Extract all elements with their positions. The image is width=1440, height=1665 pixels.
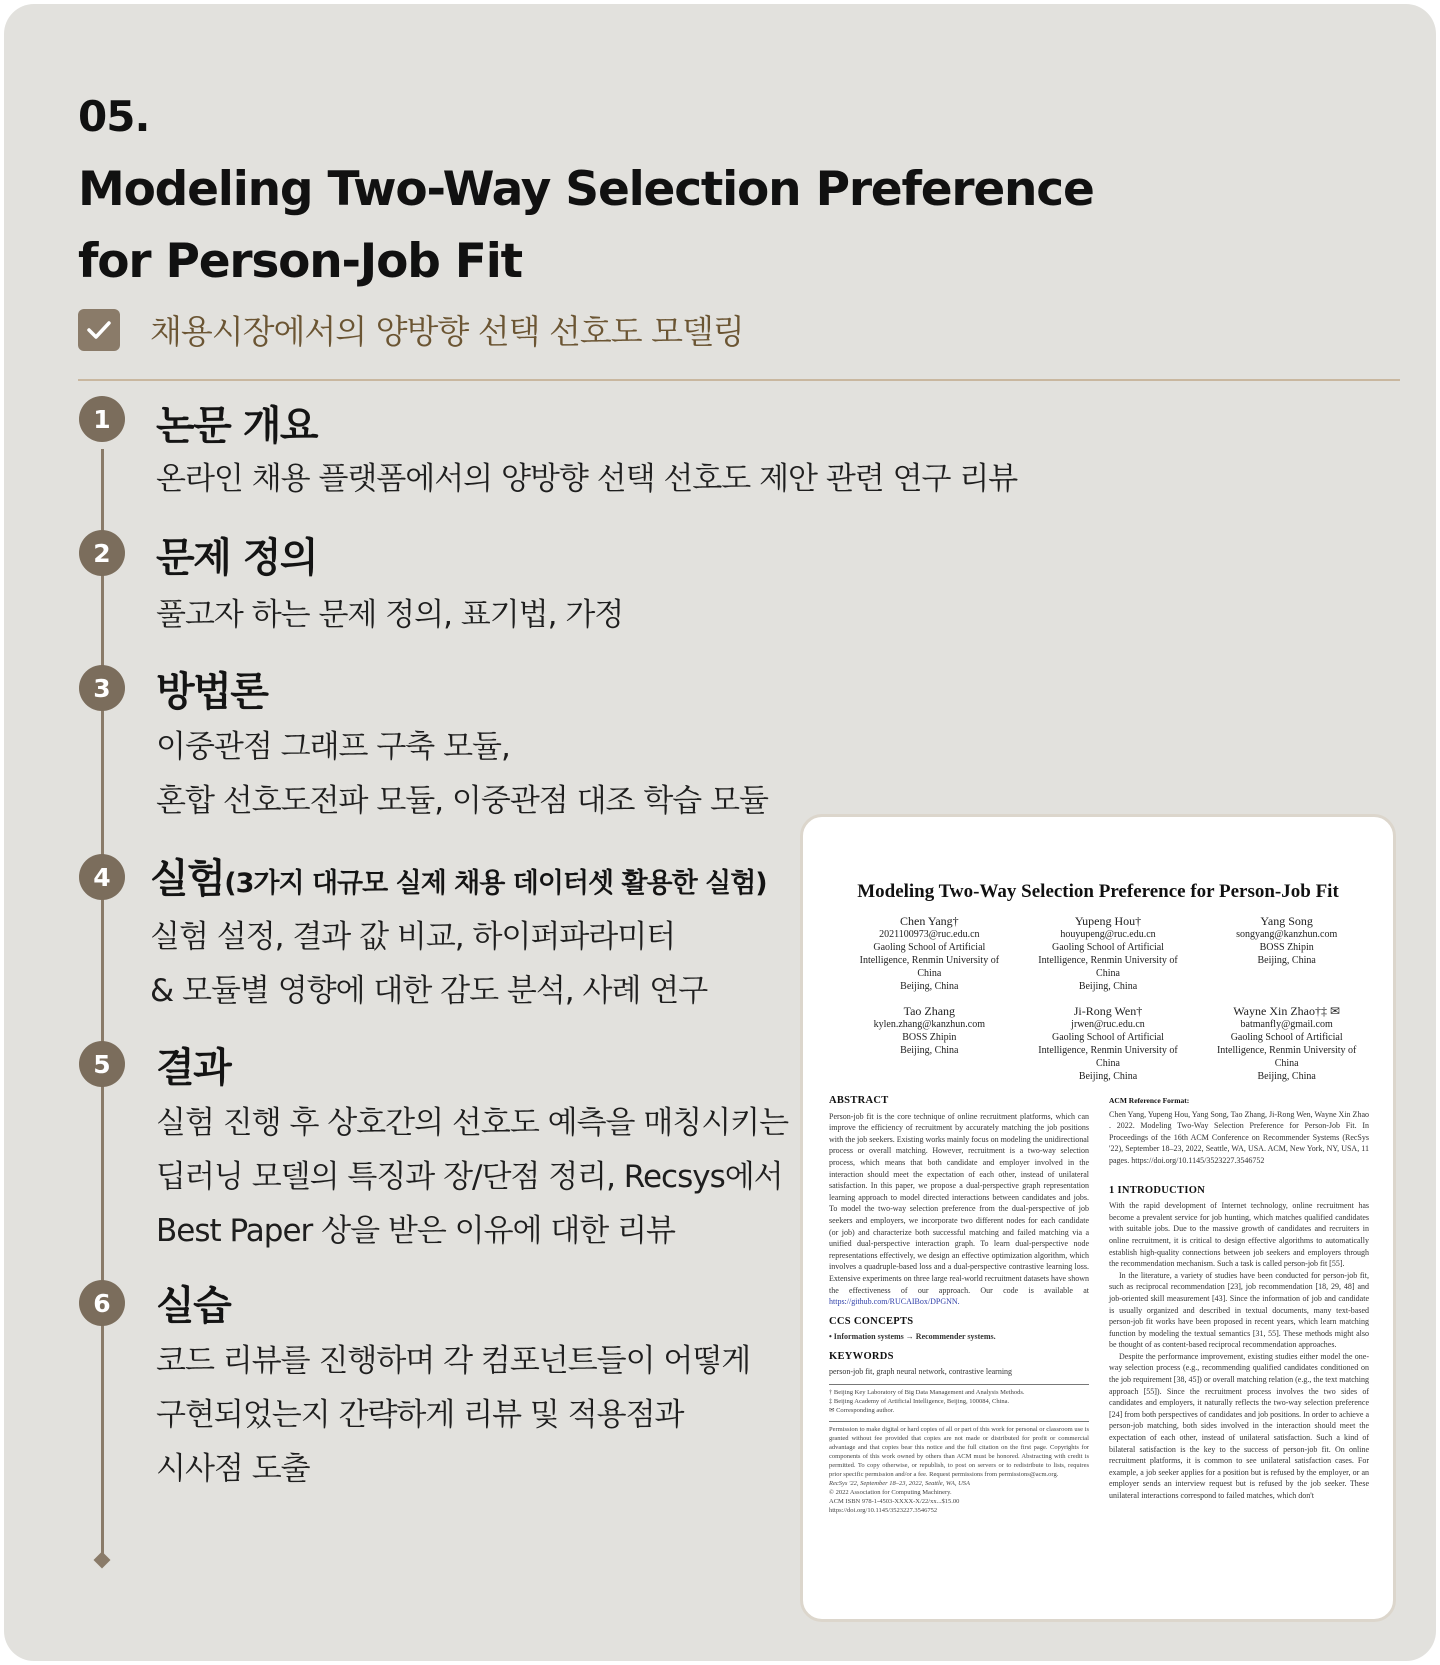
step-badge-3: 3 (79, 665, 125, 711)
desc-line: 딥러닝 모델의 특징과 장/단점 정리, Recsys에서 (156, 1159, 783, 1195)
paper-authors (843, 915, 1373, 1083)
step-badge-1: 1 (79, 396, 125, 442)
divider (78, 379, 1400, 381)
intro-paragraph-1: With the rapid development of Internet technology, online recruitment has become a prevalent service for job hunting, which matches qualified candidates with suitable jobs. Due to the massive growth of candidates and recruiters in online recruitment, it is critical to design effective algorithms to automatically establish high-quality connections between job seekers and employers through the recommendation mechanism. Such a task is called person-job fit [55]. (1109, 1201, 1369, 1269)
desc-line: 구현되었는지 간략하게 리뷰 및 적용점과 (156, 1397, 684, 1433)
keywords-heading: KEYWORDS (829, 1350, 894, 1362)
desc-line: 시사점 도출 (156, 1451, 310, 1487)
step-badge-5: 5 (79, 1041, 125, 1087)
ccs-text: • Information systems → Recommender systems. (829, 1332, 996, 1342)
reference-format-heading: ACM Reference Format: (1109, 1096, 1190, 1105)
author-block: Ji-Rong Wen† jrwen@ruc.edu.cn Gaoling School of Artificial Intelligence, Renmin University of China Beijing, China (1038, 1004, 1178, 1082)
desc-line: 이중관점 그래프 구축 모듈, (156, 729, 510, 765)
step-badge-4: 4 (79, 854, 125, 900)
footnotes: † Beijing Key Laboratory of Big Data Management and Analysis Methods. ‡ Beijing Academy of Artificial Intelligence, Beijing, 100084, China. ✉ Corresponding author. (829, 1384, 1089, 1415)
desc-line: 풀고자 하는 문제 정의, 표기법, 가정 (156, 597, 624, 633)
section-desc-results (156, 1096, 788, 1258)
author-block: Yang Song songyang@kanzhun.com BOSS Zhipin Beijing, China (1236, 914, 1338, 966)
section-title-problem: 문제 정의 (156, 535, 317, 581)
code-link[interactable]: https://github.com/RUCAIBox/DPGNN. (829, 1297, 960, 1307)
desc-line: 실험 설정, 결과 값 비교, 하이퍼파라미터 (150, 919, 676, 955)
step-badge-6: 6 (79, 1280, 125, 1326)
section-desc-problem (156, 588, 623, 642)
desc-line: & 모듈별 영향에 대한 감도 분석, 사례 연구 (150, 973, 708, 1009)
author-block: Yupeng Hou† houyupeng@ruc.edu.cn Gaoling School of Artificial Intelligence, Renmin University of China Beijing, China (1038, 914, 1178, 992)
checkbox-checked-icon (78, 309, 120, 351)
section-number: 05. (78, 92, 150, 141)
author-block: Wayne Xin Zhao†‡ ✉ batmanfly@gmail.com Gaoling School of Artificial Intelligence, Renmin University of China Beijing, China (1216, 1004, 1357, 1082)
content-card (4, 4, 1436, 1661)
subtitle: 채용시장에서의 양방향 선택 선호도 모델링 (150, 312, 744, 351)
desc-line: 온라인 채용 플랫폼에서의 양방향 선택 선호도 제안 관련 연구 리뷰 (156, 461, 1018, 497)
title-line-1: Modeling Two-Way Selection Preference (78, 162, 1094, 217)
title-line-2: for Person-Job Fit (78, 234, 522, 289)
section-title-method: 방법론 (156, 669, 268, 715)
desc-line: 코드 리뷰를 진행하며 각 컴포넌트들이 어떻게 (156, 1343, 751, 1379)
title-main: 실험 (150, 856, 225, 902)
page-title (78, 154, 1094, 298)
desc-line: 실험 진행 후 상호간의 선호도 예측을 매칭시키는 (156, 1105, 789, 1141)
desc-line: 혼합 선호도전파 모듈, 이중관점 대조 학습 모듈 (156, 783, 768, 819)
section-desc-method (156, 720, 768, 828)
section-desc-experiment (150, 910, 707, 1018)
section-desc-overview (156, 452, 1017, 506)
section-title-experiment (150, 847, 767, 904)
paper-left-column (829, 1095, 1089, 1515)
abstract-heading: ABSTRACT (829, 1095, 889, 1106)
abstract-text: Person-job fit is the core technique of online recruitment platforms, which can improve the efficiency of recruitment by accurately matching the job positions with the job seekers. Existing works mainly focus on modeling the unidirectional process or overall matching. However, recruitment is a two-way selection process, which means that both candidate and employer involved in the interaction should meet the expectation of each other, instead of unilateral satisfaction. In this paper, we propose a dual-perspective graph representation learning approach to model directed interactions between candidates and jobs. To model the two-way selection preference from the dual-perspective of job seekers and employers, we incorporate two different nodes for each candidate (or job) and characterize both successful matching and failed matching via a unified dual-perspective interaction graph. To learn dual-perspective node representations effectively, we design an effective optimization algorithm, which involves a quadruple-based loss and a dual-perspective contrastive learning loss. Extensive experiments on three large real-world recruitment datasets have shown the effectiveness of our approach. Our code is available at https://github.com/RUCAIBox/DPGNN. (829, 1111, 1089, 1307)
section-desc-practice (156, 1334, 750, 1496)
ccs-heading: CCS CONCEPTS (829, 1315, 914, 1327)
section-title-overview: 논문 개요 (156, 403, 317, 449)
paper-right-column (1109, 1095, 1369, 1515)
step-badge-2: 2 (79, 530, 125, 576)
section-title-practice: 실습 (156, 1283, 231, 1329)
author-block: Chen Yang† 2021100973@ruc.edu.cn Gaoling School of Artificial Intelligence, Renmin University of China Beijing, China (859, 914, 1000, 992)
intro-paragraph-2: In the literature, a variety of studies have been conducted for person-job fit, such as reciprocal recommendation [23], job recommendation [18, 29, 48] and job-oriented skill measurement [43]. Since the information of job and candidate is usually organized and described in textual documents, many text-based person-job fit works have been proposed in recent years, which learn matching function by modeling the textual semantics [31, 55]. These methods might also be thought of as content-based reciprocal recommendation approaches. (1109, 1270, 1369, 1350)
timeline-line (101, 449, 104, 1559)
title-extra: (3가지 대규모 실제 채용 데이터셋 활용한 실험) (224, 868, 767, 899)
timeline-end-diamond (94, 1552, 111, 1569)
introduction-heading: 1 INTRODUCTION (1109, 1184, 1206, 1196)
section-title-results: 결과 (156, 1045, 231, 1091)
paper-preview (800, 814, 1396, 1622)
desc-line: Best Paper 상을 받은 이유에 대한 리뷰 (156, 1213, 675, 1249)
paper-columns (829, 1095, 1369, 1515)
intro-paragraph-3: Despite the performance improvement, existing studies either model the one-way selection process (e.g., recommending qualified candidates conditioned on the job requirement [38, 45]) or overall matching relation (e.g., the text matching approach [55]). Since the recruitment process involves the two sides of candidates and employers, it naturally reflects the two-way selection preference [24] from both perspectives of candidates and job positions. In order to achieve a person-job matching, both sides involved in the interaction should meet the expectation of each other, instead of unilateral satisfaction. Such a kind of bilateral satisfaction is the key to the success of person-job fit. On online recruitment platforms, it is common to see unilateral satisfaction cases. For example, a job seeker applies for a position but is refused by the employer, or an employer sends an interview request but is refused by the job seeker. These unilateral interactions correspond to failed matches, which don't (1109, 1351, 1369, 1500)
paper-title: Modeling Two-Way Selection Preference for Person-Job Fit (857, 881, 1339, 902)
reference-format-text: Chen Yang, Yupeng Hou, Yang Song, Tao Zhang, Ji-Rong Wen, Wayne Xin Zhao . 2022. Modeling Two-Way Selection Preference for Person-Job Fit. In Proceedings of the 16th ACM Conference on Recommender Systems (RecSys '22), September 18–23, 2022, Seattle, WA, USA. ACM, New York, NY, USA, 11 pages. https://doi.org/10.1145/3523227.3546752 (1109, 1109, 1369, 1165)
author-block: Tao Zhang kylen.zhang@kanzhun.com BOSS Zhipin Beijing, China (873, 1004, 986, 1056)
permission-notice: Permission to make digital or hard copies of all or part of this work for personal or classroom use is granted without fee provided that copies are not made or distributed for profit or commercial advantage and that copies bear this notice and the full citation on the first page. Copyrights for components of this work owned by others than ACM must be honored. Abstracting with credit is permitted. To copy otherwise, or republish, to post on servers or to redistribute to lists, requires prior specific permission and/or a fee. Request permissions from permissions@acm.org. RecSys '22, September 18–23, 2022, Seattle, WA, USA © 2022 Association for Computing Machinery. ACM ISBN 978-1-4503-XXXX-X/22/xx...$15.00 https://doi.org/10.1145/3523227.3546752 (829, 1421, 1089, 1515)
keywords-text: person-job fit, graph neural network, contrastive learning (829, 1367, 1013, 1377)
